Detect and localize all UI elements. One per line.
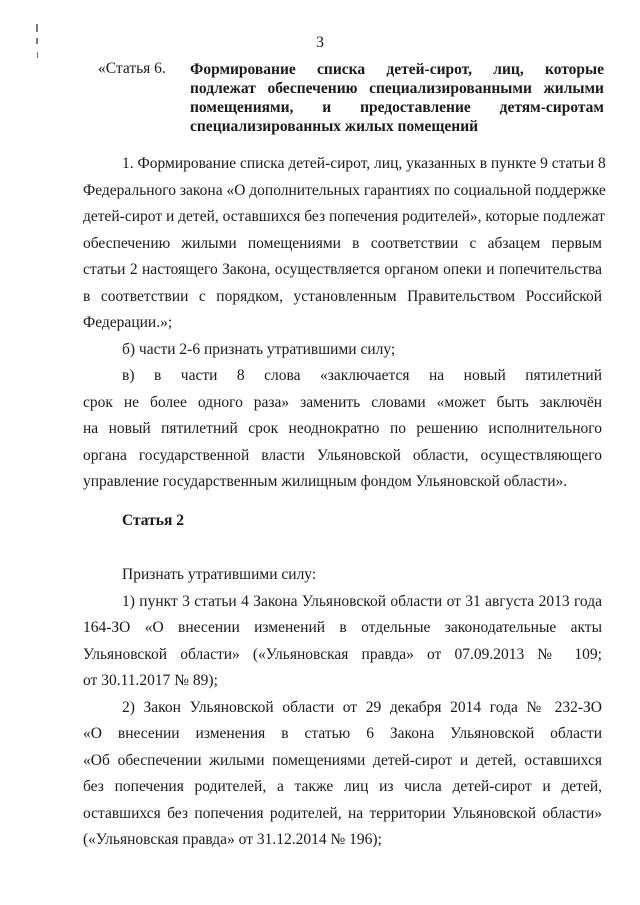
page-number: 3 xyxy=(316,34,324,51)
article-2-text xyxy=(83,562,602,854)
paragraph-line: управление государственным жилищным фондом Ульяновской области». xyxy=(83,473,568,490)
paragraph-line: б) части 2-6 признать утратившими силу; xyxy=(122,340,396,358)
paragraph-line: Признать утратившими силу: xyxy=(122,566,317,583)
paragraph-line: 1) пункт 3 статьи 4 Закона Ульяновской области от 31 августа 2013 года xyxy=(122,592,602,610)
paragraph-line: без попечения родителей, а также лиц из числа детей-сирот и детей, xyxy=(83,778,602,795)
paragraph-line: от 30.11.2017 № 89); xyxy=(83,672,218,689)
paragraph-line: статьи 2 настоящего Закона, осуществляется органом опеки и попечительства xyxy=(83,261,602,278)
scan-mark xyxy=(36,24,38,32)
paragraph-line: 1. Формирование списка детей-сирот, лиц, указанных в пункте 9 статьи 8 xyxy=(122,155,606,172)
article-6-label: «Статья 6. xyxy=(98,60,166,77)
paragraph-line: «О внесении изменения в статью 6 Закона Ульяновской области xyxy=(83,725,602,742)
paragraph-line: в) в части 8 слова «заключается на новый пятилетний xyxy=(122,367,602,384)
paragraph-line: на новый пятилетний срок неоднократно по решению исполнительного xyxy=(83,420,602,437)
scan-mark xyxy=(37,52,38,58)
paragraph-line: Ульяновской области» («Ульяновская правда» от 07.09.2013 № 109; xyxy=(83,645,602,663)
paragraph-line: срок не более одного раза» заменить словами «может быть заключён xyxy=(83,393,602,411)
paragraph-line: детей-сирот и детей, оставшихся без попечения родителей», которые подлежат xyxy=(83,208,605,225)
article-6-title-line: подлежат обеспечению специализированными жилыми xyxy=(190,80,604,97)
article-6-title-line: специализированных жилых помещений xyxy=(190,118,479,135)
article-6-title xyxy=(190,60,604,136)
paragraph-line: «Об обеспечении жилыми помещениями детей-сирот и детей, оставшихся xyxy=(83,751,602,769)
paragraph-line: органа государственной власти Ульяновской области, осуществляющего xyxy=(83,446,602,464)
paragraph-line: оставшихся без попечения родителей, на территории Ульяновской области» xyxy=(83,804,602,822)
paragraph-line: Федерации.»; xyxy=(83,314,173,331)
article-6-title-line: Формирование списка детей-сирот, лиц, которые xyxy=(190,61,604,78)
paragraph-line: Федерального закона «О дополнительных гарантиях по социальной поддержке xyxy=(83,181,606,199)
paragraph-line: 164-ЗО «О внесении изменений в отдельные законодательные акты xyxy=(83,619,602,636)
article-6-title-line: помещениями, и предоставление детям-сиротам xyxy=(190,99,604,116)
amendment-text xyxy=(83,151,606,496)
article-2-title: Статья 2 xyxy=(122,512,184,529)
paragraph-line: 2) Закон Ульяновской области от 29 декабря 2014 года № 232-ЗО xyxy=(122,698,602,716)
paragraph-line: обеспечению жилыми помещениями в соответствии с абзацем первым xyxy=(83,234,602,252)
paragraph-line: («Ульяновская правда» от 31.12.2014 № 196); xyxy=(83,831,382,848)
paragraph-line: в соответствии с порядком, установленным Правительством Российской xyxy=(83,287,602,305)
